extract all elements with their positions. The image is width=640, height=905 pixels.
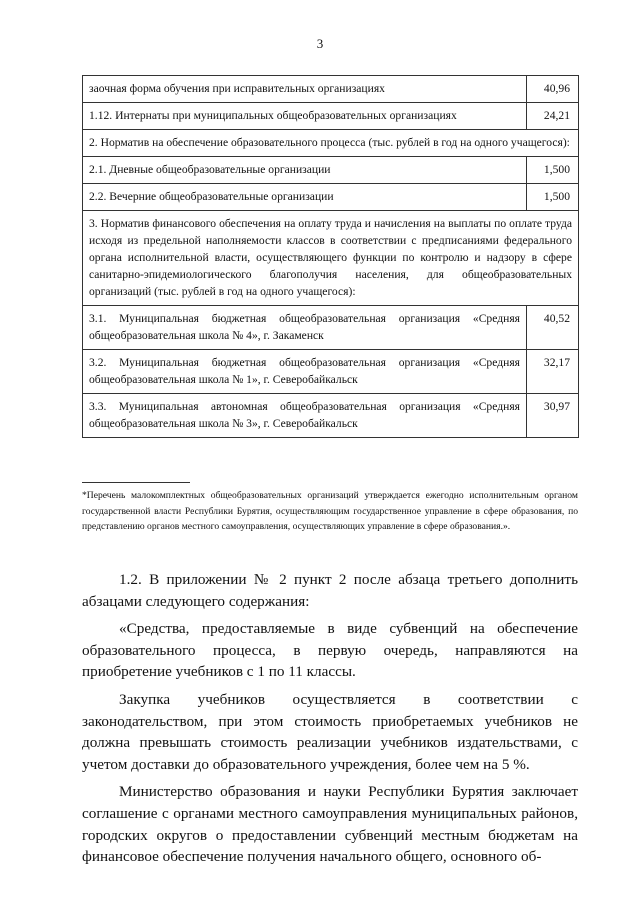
table-row-section-header [83,211,579,306]
row-value: 1,500 [527,157,579,184]
row-label: 1.12. Интернаты при муниципальных общеобразовательных организациях [83,103,527,130]
table-row [83,157,579,184]
row-value: 40,96 [527,76,579,103]
row-label: заочная форма обучения при исправительных организациях [83,76,527,103]
row-value: 32,17 [527,350,579,394]
paragraph: 1.2. В приложении № 2 пункт 2 после абзаца третьего дополнить абзацами следующего содержания: [82,571,578,610]
page-number: 3 [316,36,324,51]
table-row [83,350,579,394]
section-header: 2. Норматив на обеспечение образовательного процесса (тыс. рублей в год на одного учащегося): [83,130,579,157]
paragraph: Министерство образования и науки Республики Бурятия заключает соглашение с органами местного самоуправления муниципальных районов, городских округов о предоставлении субвенций местным бюджетам на финансовое обеспечение получения начального общего, основного об- [82,783,578,866]
section-header: 3. Норматив финансового обеспечения на оплату труда и начисления на выплаты по оплате труда исходя из предельной наполняемости классов в соответствии с предписаниями федерального органа исполнительной власти, осуществляющего функции по контролю и надзору в сфере санитарно-эпидемиологического благополучия населения, для общеобразовательных организаций (тыс. рублей в год на одного учащегося): [83,211,579,306]
paragraph: «Средства, предоставляемые в виде субвенций на обеспечение образовательного процесса, в первую очередь, направляются на приобретение учебников с 1 по 11 классы. [82,620,578,681]
table-row [83,103,579,130]
table-row [83,394,579,438]
footnote-divider [82,482,190,483]
paragraph: Закупка учебников осуществляется в соответствии с законодательством, при этом стоимость приобретаемых учебников не должна превышать стоимость реализации учебников издательствами, с учетом доставки до образовательного учреждения, более чем на 5 %. [82,690,578,773]
table-row [83,184,579,211]
norms-table [82,75,579,438]
row-value: 24,21 [527,103,579,130]
row-value: 30,97 [527,394,579,438]
table-row [83,306,579,350]
row-label: 2.2. Вечерние общеобразовательные организации [83,184,527,211]
footnote: *Перечень малокомплектных общеобразовательных организаций утверждается ежегодно исполнительным органом государственной власти Республики Бурятия, осуществляющим государственное управление в сфере образования, по представлению органов местного самоуправления, осуществляющих управление в сфере образования.». [82,490,578,532]
table-row-section-header [83,130,579,157]
body-text [82,569,578,874]
table-row [83,76,579,103]
row-label: 3.3. Муниципальная автономная общеобразовательная организация «Средняя общеобразовательная школа № 3», г. Северобайкальск [83,394,527,438]
row-label: 3.2. Муниципальная бюджетная общеобразовательная организация «Средняя общеобразовательная школа № 1», г. Северобайкальск [83,350,527,394]
row-label: 3.1. Муниципальная бюджетная общеобразовательная организация «Средняя общеобразовательная школа № 4», г. Закаменск [83,306,527,350]
row-label: 2.1. Дневные общеобразовательные организации [83,157,527,184]
row-value: 40,52 [527,306,579,350]
row-value: 1,500 [527,184,579,211]
